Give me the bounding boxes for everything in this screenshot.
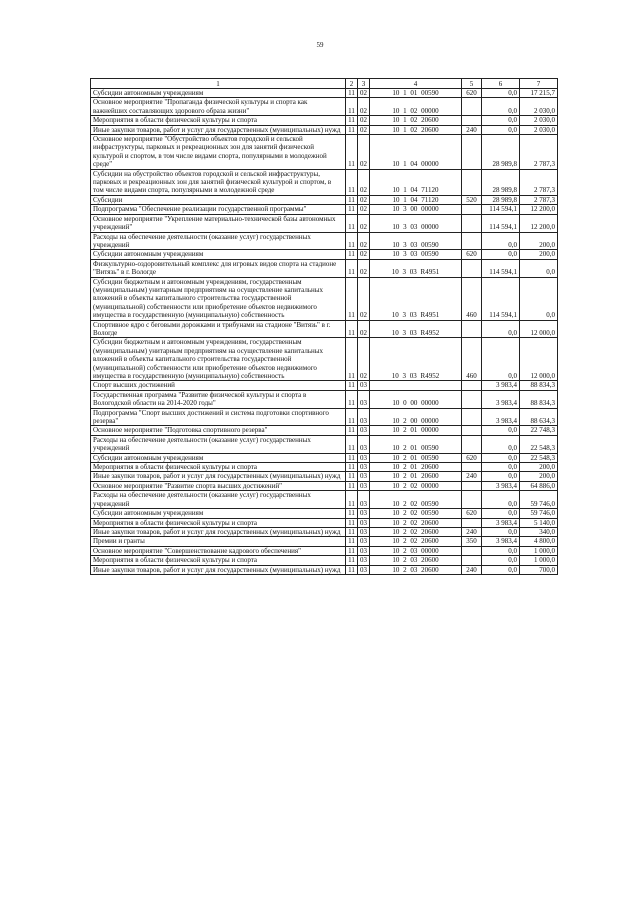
row-name-cell: Субсидии на обустройство объектов городской и сельской инфраструктуры, парковых и рекреационных зон для занятий физической культурой и спортом, в том числе видами спорта, популярными в молодежной среде (91, 169, 346, 195)
target-article-cell: 10 3 00 00000 (370, 205, 462, 214)
row-name-cell: Иные закупки товаров, работ и услуг для государственных (муниципальных) нужд (91, 125, 346, 134)
section-code-cell: 11 (346, 472, 358, 481)
table-row (91, 463, 558, 472)
target-article-cell: 10 2 02 00000 (370, 481, 462, 490)
row-name-cell: Основное мероприятие "Пропаганда физической культуры и спорта как важнейших составляющих здорового образа жизни" (91, 98, 346, 116)
amount-col6-cell: 0,0 (482, 125, 520, 134)
expense-type-cell: 240 (462, 565, 482, 574)
expense-type-cell (462, 556, 482, 565)
expense-type-cell (462, 390, 482, 408)
section-code-cell: 11 (346, 556, 358, 565)
subsection-code-cell: 03 (358, 491, 370, 509)
amount-col6-cell: 0,0 (482, 232, 520, 250)
amount-col7-cell: 22 548,3 (520, 453, 558, 462)
amount-col7-cell: 12 200,0 (520, 205, 558, 214)
section-code-cell: 11 (346, 232, 358, 250)
amount-col6-cell: 0,0 (482, 98, 520, 116)
expense-type-cell: 460 (462, 338, 482, 381)
table-row (91, 426, 558, 435)
header-cell: 7 (520, 79, 558, 89)
row-name-cell: Мероприятия в области физической культуры и спорта (91, 518, 346, 527)
section-code-cell: 11 (346, 214, 358, 232)
table-row (91, 214, 558, 232)
subsection-code-cell: 03 (358, 537, 370, 546)
row-name-cell: Мероприятия в области физической культуры и спорта (91, 463, 346, 472)
amount-col6-cell: 0,0 (482, 250, 520, 259)
amount-col6-cell: 0,0 (482, 435, 520, 453)
row-name-cell: Основное мероприятие "Укрепление материально-технической базы автономных учреждений" (91, 214, 346, 232)
subsection-code-cell: 03 (358, 518, 370, 527)
section-code-cell: 11 (346, 453, 358, 462)
expense-type-cell (462, 98, 482, 116)
subsection-code-cell: 03 (358, 509, 370, 518)
expense-type-cell (462, 381, 482, 390)
amount-col7-cell: 22 748,3 (520, 426, 558, 435)
target-article-cell: 10 3 03 R4952 (370, 320, 462, 338)
expense-type-cell (462, 135, 482, 170)
table-row (91, 453, 558, 462)
amount-col7-cell: 4 800,0 (520, 537, 558, 546)
expense-type-cell (462, 481, 482, 490)
amount-col6-cell: 0,0 (482, 116, 520, 125)
expense-type-cell: 620 (462, 453, 482, 462)
expense-type-cell (462, 491, 482, 509)
expense-type-cell: 460 (462, 277, 482, 320)
section-code-cell: 11 (346, 565, 358, 574)
subsection-code-cell: 03 (358, 408, 370, 426)
amount-col6-cell: 0,0 (482, 546, 520, 555)
amount-col7-cell: 2 787,3 (520, 169, 558, 195)
amount-col7-cell: 2 030,0 (520, 125, 558, 134)
target-article-cell: 10 3 03 00590 (370, 250, 462, 259)
target-article-cell: 10 2 00 00000 (370, 408, 462, 426)
header-cell: 5 (462, 79, 482, 89)
expense-type-cell: 240 (462, 527, 482, 536)
amount-col7-cell: 200,0 (520, 232, 558, 250)
subsection-code-cell: 03 (358, 435, 370, 453)
table-row (91, 232, 558, 250)
expense-type-cell (462, 463, 482, 472)
amount-col6-cell: 3 983,4 (482, 481, 520, 490)
subsection-code-cell: 03 (358, 481, 370, 490)
section-code-cell: 11 (346, 259, 358, 277)
table-row (91, 98, 558, 116)
row-name-cell: Подпрограмма "Спорт высших достижений и система подготовки спортивного резерва" (91, 408, 346, 426)
subsection-code-cell: 03 (358, 527, 370, 536)
section-code-cell: 11 (346, 491, 358, 509)
section-code-cell: 11 (346, 169, 358, 195)
amount-col7-cell: 5 140,0 (520, 518, 558, 527)
amount-col7-cell: 64 886,0 (520, 481, 558, 490)
subsection-code-cell: 02 (358, 116, 370, 125)
expense-type-cell: 620 (462, 509, 482, 518)
subsection-code-cell: 03 (358, 556, 370, 565)
table-row (91, 135, 558, 170)
table-row (91, 250, 558, 259)
header-cell: 3 (358, 79, 370, 89)
amount-col6-cell: 3 983,4 (482, 381, 520, 390)
subsection-code-cell: 02 (358, 169, 370, 195)
amount-col6-cell: 28 989,8 (482, 135, 520, 170)
table-row (91, 546, 558, 555)
subsection-code-cell: 03 (358, 426, 370, 435)
target-article-cell: 10 1 04 00000 (370, 135, 462, 170)
subsection-code-cell: 02 (358, 135, 370, 170)
table-row (91, 116, 558, 125)
expense-type-cell (462, 205, 482, 214)
target-article-cell: 10 2 01 00000 (370, 426, 462, 435)
section-code-cell: 11 (346, 426, 358, 435)
target-article-cell: 10 1 02 20600 (370, 116, 462, 125)
expense-type-cell: 620 (462, 250, 482, 259)
row-name-cell: Расходы на обеспечение деятельности (оказание услуг) государственных учреждений (91, 435, 346, 453)
row-name-cell: Основное мероприятие "Подготовка спортивного резерва" (91, 426, 346, 435)
table-row (91, 338, 558, 381)
subsection-code-cell: 02 (358, 259, 370, 277)
table-row (91, 556, 558, 565)
expense-type-cell (462, 116, 482, 125)
amount-col7-cell: 2 030,0 (520, 116, 558, 125)
section-code-cell: 11 (346, 463, 358, 472)
page-number: 59 (316, 41, 324, 49)
amount-col7-cell: 12 000,0 (520, 338, 558, 381)
expense-type-cell (462, 169, 482, 195)
amount-col6-cell: 114 594,1 (482, 259, 520, 277)
target-article-cell: 10 2 03 00000 (370, 546, 462, 555)
row-name-cell: Субсидии автономным учреждениям (91, 250, 346, 259)
target-article-cell: 10 2 03 20600 (370, 556, 462, 565)
amount-col7-cell: 1 000,0 (520, 546, 558, 555)
section-code-cell: 11 (346, 320, 358, 338)
amount-col7-cell: 1 000,0 (520, 556, 558, 565)
table-row (91, 565, 558, 574)
expense-type-cell: 240 (462, 472, 482, 481)
table-row (91, 518, 558, 527)
expense-type-cell: 520 (462, 195, 482, 204)
row-name-cell: Иные закупки товаров, работ и услуг для государственных (муниципальных) нужд (91, 527, 346, 536)
amount-col7-cell: 200,0 (520, 463, 558, 472)
row-name-cell: Субсидии автономным учреждениям (91, 509, 346, 518)
section-code-cell: 11 (346, 125, 358, 134)
amount-col6-cell: 3 983,4 (482, 518, 520, 527)
subsection-code-cell: 02 (358, 214, 370, 232)
subsection-code-cell: 02 (358, 232, 370, 250)
subsection-code-cell: 02 (358, 195, 370, 204)
target-article-cell (370, 381, 462, 390)
target-article-cell: 10 2 02 20600 (370, 527, 462, 536)
expense-type-cell (462, 259, 482, 277)
subsection-code-cell: 02 (358, 125, 370, 134)
expense-type-cell (462, 435, 482, 453)
amount-col6-cell: 3 983,4 (482, 408, 520, 426)
subsection-code-cell: 02 (358, 205, 370, 214)
section-code-cell: 11 (346, 277, 358, 320)
target-article-cell: 10 2 02 20600 (370, 518, 462, 527)
table-row (91, 320, 558, 338)
amount-col6-cell: 0,0 (482, 472, 520, 481)
budget-table (90, 78, 558, 575)
subsection-code-cell: 02 (358, 89, 370, 98)
row-name-cell: Государственная программа "Развитие физической культуры и спорта в Вологодской области на 2014-2020 годы" (91, 390, 346, 408)
amount-col6-cell: 0,0 (482, 89, 520, 98)
subsection-code-cell: 03 (358, 453, 370, 462)
target-article-cell: 10 2 01 00590 (370, 453, 462, 462)
amount-col7-cell: 2 030,0 (520, 98, 558, 116)
row-name-cell: Физкультурно-оздоровительный комплекс для игровых видов спорта на стадионе "Витязь" в г. Вологде (91, 259, 346, 277)
target-article-cell: 10 3 03 R4951 (370, 277, 462, 320)
target-article-cell: 10 1 02 00000 (370, 98, 462, 116)
section-code-cell: 11 (346, 381, 358, 390)
target-article-cell: 10 2 01 20600 (370, 472, 462, 481)
table-row (91, 537, 558, 546)
table-row (91, 169, 558, 195)
section-code-cell: 11 (346, 408, 358, 426)
target-article-cell: 10 1 02 20600 (370, 125, 462, 134)
amount-col7-cell: 59 746,0 (520, 491, 558, 509)
row-name-cell: Основное мероприятие "Развитие спорта высших достижений" (91, 481, 346, 490)
expense-type-cell: 240 (462, 125, 482, 134)
expense-type-cell (462, 214, 482, 232)
expense-type-cell (462, 232, 482, 250)
section-code-cell: 11 (346, 135, 358, 170)
target-article-cell: 10 3 03 R4951 (370, 259, 462, 277)
section-code-cell: 11 (346, 435, 358, 453)
amount-col6-cell: 0,0 (482, 556, 520, 565)
row-name-cell: Премии и гранты (91, 537, 346, 546)
table-row (91, 481, 558, 490)
amount-col7-cell: 88 834,3 (520, 381, 558, 390)
table-row (91, 390, 558, 408)
header-cell: 4 (370, 79, 462, 89)
section-code-cell: 11 (346, 546, 358, 555)
table-row (91, 435, 558, 453)
amount-col6-cell: 114 594,1 (482, 277, 520, 320)
amount-col6-cell: 28 989,8 (482, 169, 520, 195)
section-code-cell: 11 (346, 250, 358, 259)
expense-type-cell: 350 (462, 537, 482, 546)
target-article-cell: 10 2 02 00590 (370, 491, 462, 509)
amount-col6-cell: 3 983,4 (482, 390, 520, 408)
expense-type-cell (462, 320, 482, 338)
target-article-cell: 10 3 03 00000 (370, 214, 462, 232)
amount-col6-cell: 0,0 (482, 527, 520, 536)
amount-col7-cell: 88 834,3 (520, 390, 558, 408)
row-name-cell: Подпрограмма "Обеспечение реализации государственной программы" (91, 205, 346, 214)
amount-col6-cell: 0,0 (482, 463, 520, 472)
amount-col6-cell: 0,0 (482, 426, 520, 435)
subsection-code-cell: 03 (358, 390, 370, 408)
amount-col7-cell: 2 787,3 (520, 135, 558, 170)
target-article-cell: 10 0 00 00000 (370, 390, 462, 408)
table-row (91, 509, 558, 518)
target-article-cell: 10 2 01 20600 (370, 463, 462, 472)
row-name-cell: Расходы на обеспечение деятельности (оказание услуг) государственных учреждений (91, 232, 346, 250)
amount-col7-cell: 59 746,0 (520, 509, 558, 518)
subsection-code-cell: 02 (358, 320, 370, 338)
subsection-code-cell: 02 (358, 250, 370, 259)
amount-col7-cell: 0,0 (520, 259, 558, 277)
amount-col6-cell: 0,0 (482, 453, 520, 462)
row-name-cell: Субсидии бюджетным и автономным учреждениям, государственным (муниципальным) унитарным предприятиям на осуществление капитальных вложений в объекты капитального строительства государственной (муниципальной) собственности или приобретение объектов недвижимого имущества в государственную (муниципальную) собственность (91, 277, 346, 320)
amount-col7-cell: 12 200,0 (520, 214, 558, 232)
amount-col6-cell: 114 594,1 (482, 205, 520, 214)
section-code-cell: 11 (346, 195, 358, 204)
header-cell: 1 (91, 79, 346, 89)
table-row (91, 408, 558, 426)
header-cell: 2 (346, 79, 358, 89)
target-article-cell: 10 2 02 00590 (370, 509, 462, 518)
table-row (91, 205, 558, 214)
header-cell: 6 (482, 79, 520, 89)
row-name-cell: Субсидии автономным учреждениям (91, 89, 346, 98)
target-article-cell: 10 2 01 00590 (370, 435, 462, 453)
amount-col7-cell: 200,0 (520, 250, 558, 259)
subsection-code-cell: 03 (358, 565, 370, 574)
subsection-code-cell: 03 (358, 546, 370, 555)
amount-col6-cell: 0,0 (482, 491, 520, 509)
table-row (91, 277, 558, 320)
table-row (91, 527, 558, 536)
amount-col7-cell: 12 000,0 (520, 320, 558, 338)
row-name-cell: Субсидии (91, 195, 346, 204)
amount-col7-cell: 200,0 (520, 472, 558, 481)
row-name-cell: Мероприятия в области физической культуры и спорта (91, 116, 346, 125)
subsection-code-cell: 02 (358, 338, 370, 381)
row-name-cell: Иные закупки товаров, работ и услуг для государственных (муниципальных) нужд (91, 472, 346, 481)
section-code-cell: 11 (346, 537, 358, 546)
subsection-code-cell: 02 (358, 98, 370, 116)
amount-col7-cell: 88 634,3 (520, 408, 558, 426)
expense-type-cell (462, 518, 482, 527)
amount-col6-cell: 28 989,8 (482, 195, 520, 204)
row-name-cell: Спортивное ядро с беговыми дорожками и трибунами на стадионе "Витязь" в г. Вологде (91, 320, 346, 338)
table-header-row (91, 79, 558, 89)
amount-col7-cell: 0,0 (520, 277, 558, 320)
section-code-cell: 11 (346, 518, 358, 527)
table-row (91, 89, 558, 98)
table-row (91, 259, 558, 277)
section-code-cell: 11 (346, 205, 358, 214)
row-name-cell: Мероприятия в области физической культуры и спорта (91, 556, 346, 565)
subsection-code-cell: 02 (358, 277, 370, 320)
target-article-cell: 10 2 02 20600 (370, 537, 462, 546)
target-article-cell: 10 3 03 00590 (370, 232, 462, 250)
section-code-cell: 11 (346, 509, 358, 518)
amount-col6-cell: 0,0 (482, 565, 520, 574)
section-code-cell: 11 (346, 89, 358, 98)
section-code-cell: 11 (346, 481, 358, 490)
section-code-cell: 11 (346, 338, 358, 381)
amount-col7-cell: 22 548,3 (520, 435, 558, 453)
row-name-cell: Субсидии бюджетным и автономным учреждениям, государственным (муниципальным) унитарным предприятиям на осуществление капитальных вложений в объекты капитального строительства государственной (муниципальной) собственности или приобретение объектов недвижимого имущества в государственную (муниципальную) собственность (91, 338, 346, 381)
table-row (91, 125, 558, 134)
row-name-cell: Расходы на обеспечение деятельности (оказание услуг) государственных учреждений (91, 491, 346, 509)
table-row (91, 491, 558, 509)
row-name-cell: Субсидии автономным учреждениям (91, 453, 346, 462)
target-article-cell: 10 3 03 R4952 (370, 338, 462, 381)
amount-col7-cell: 700,0 (520, 565, 558, 574)
subsection-code-cell: 03 (358, 381, 370, 390)
amount-col6-cell: 0,0 (482, 338, 520, 381)
table-row (91, 381, 558, 390)
amount-col7-cell: 340,0 (520, 527, 558, 536)
expense-type-cell (462, 408, 482, 426)
table-row (91, 195, 558, 204)
section-code-cell: 11 (346, 527, 358, 536)
amount-col6-cell: 0,0 (482, 320, 520, 338)
section-code-cell: 11 (346, 98, 358, 116)
amount-col7-cell: 2 787,3 (520, 195, 558, 204)
amount-col6-cell: 3 983,4 (482, 537, 520, 546)
section-code-cell: 11 (346, 390, 358, 408)
row-name-cell: Основное мероприятие "Обустройство объектов городской и сельской инфраструктуры, парковых и рекреационных зон для занятий физической культурой и спортом, в том числе видами спорта, популярными в молодежной среде" (91, 135, 346, 170)
expense-type-cell (462, 426, 482, 435)
subsection-code-cell: 03 (358, 463, 370, 472)
amount-col6-cell: 114 594,1 (482, 214, 520, 232)
amount-col6-cell: 0,0 (482, 509, 520, 518)
expense-type-cell: 620 (462, 89, 482, 98)
target-article-cell: 10 2 03 20600 (370, 565, 462, 574)
row-name-cell: Иные закупки товаров, работ и услуг для государственных (муниципальных) нужд (91, 565, 346, 574)
section-code-cell: 11 (346, 116, 358, 125)
target-article-cell: 10 1 04 71120 (370, 195, 462, 204)
target-article-cell: 10 1 04 71120 (370, 169, 462, 195)
subsection-code-cell: 03 (358, 472, 370, 481)
row-name-cell: Спорт высших достижений (91, 381, 346, 390)
amount-col7-cell: 17 215,7 (520, 89, 558, 98)
expense-type-cell (462, 546, 482, 555)
target-article-cell: 10 1 01 00590 (370, 89, 462, 98)
row-name-cell: Основное мероприятие "Совершенствование кадрового обеспечения" (91, 546, 346, 555)
table-row (91, 472, 558, 481)
